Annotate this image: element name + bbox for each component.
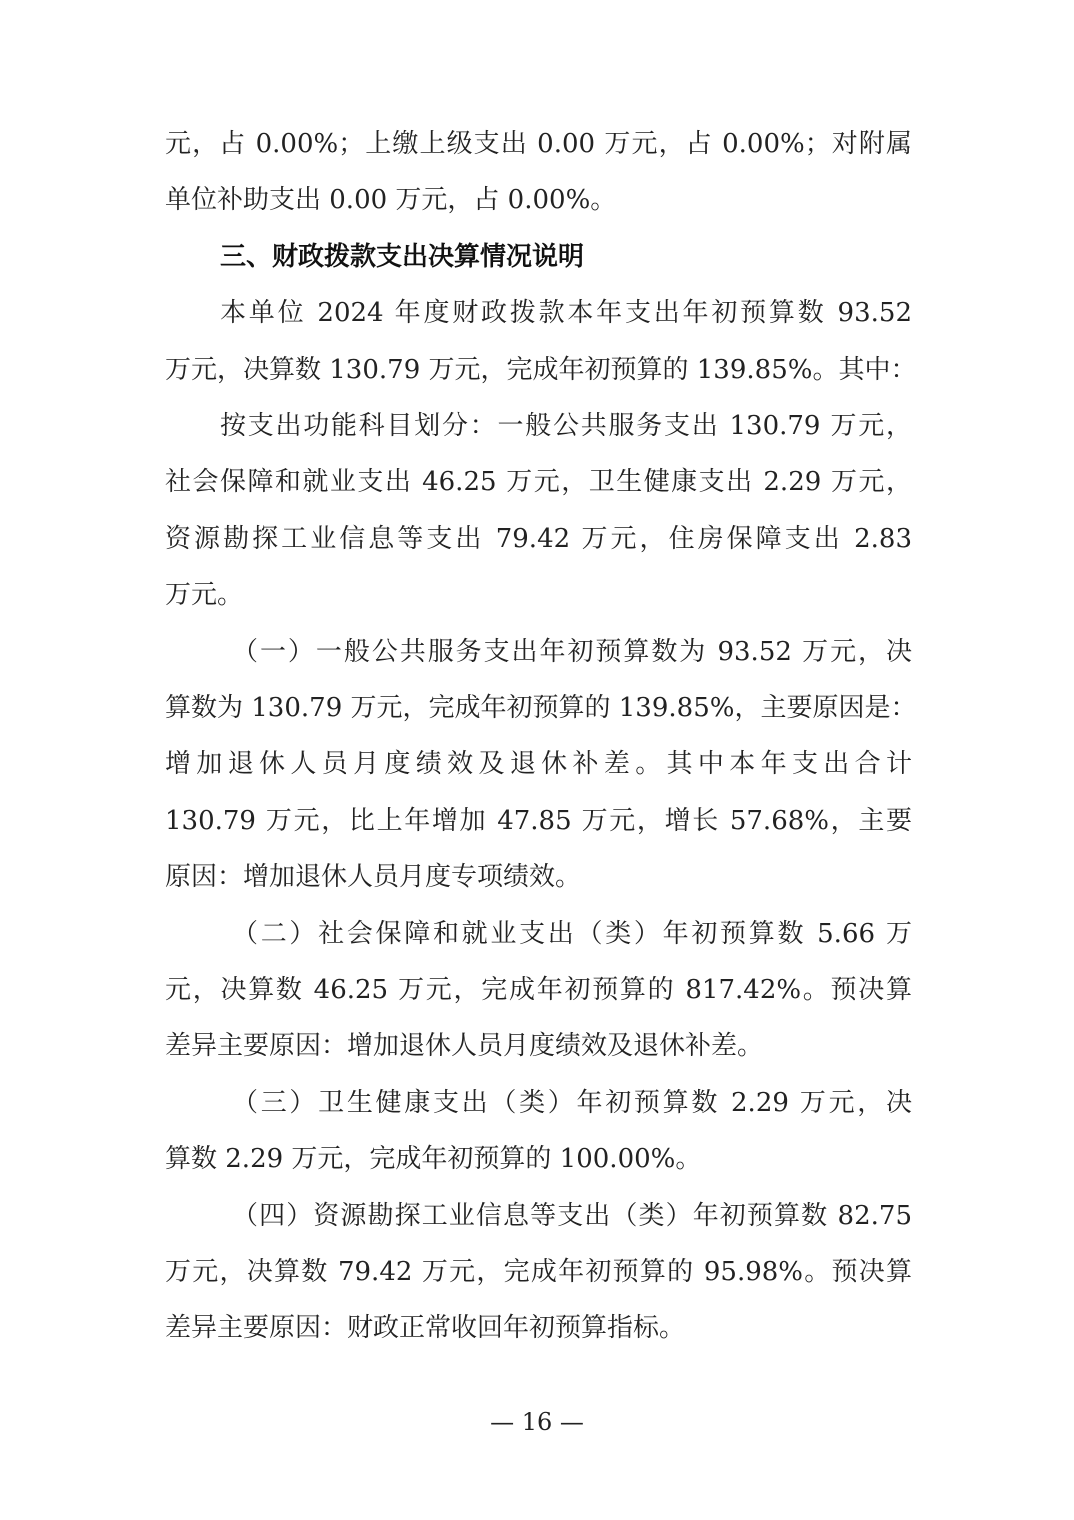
paragraph-line: 万元，决算数 130.79 万元，完成年初预算的 139.85%。其中： <box>165 354 917 385</box>
paragraph-line: （三）卫生健康支出（类）年初预算数 2.29 万元，决 <box>232 1087 912 1118</box>
paragraph-line: 万元，决算数 79.42 万元，完成年初预算的 95.98%。预决算 <box>165 1257 912 1287</box>
paragraph-line: 差异主要原因：增加退休人员月度绩效及退休补差。 <box>165 1031 764 1062</box>
paragraph-line: 130.79 万元，比上年增加 47.85 万元，增长 57.68%，主要 <box>165 805 912 836</box>
paragraph-line: 算数 2.29 万元，完成年初预算的 100.00%。 <box>165 1144 702 1175</box>
paragraph-line: （四）资源勘探工业信息等支出（类）年初预算数 82.75 <box>232 1200 912 1231</box>
paragraph-line: 差异主要原因：财政正常收回年初预算指标。 <box>165 1313 686 1344</box>
paragraph-line: 元，决算数 46.25 万元，完成年初预算的 817.42%。预决算 <box>165 975 912 1005</box>
paragraph-line: 算数为 130.79 万元，完成年初预算的 139.85%，主要原因是： <box>165 693 917 723</box>
paragraph-line: 社会保障和就业支出 46.25 万元，卫生健康支出 2.29 万元， <box>165 467 912 498</box>
paragraph-line: 资源勘探工业信息等支出 79.42 万元，住房保障支出 2.83 <box>165 523 912 554</box>
page-number: — 16 — <box>490 1408 584 1436</box>
paragraph-line: 万元。 <box>165 580 244 611</box>
section-heading: 三、财政拨款支出决算情况说明 <box>220 241 585 272</box>
paragraph-line: 原因：增加退休人员月度专项绩效。 <box>165 862 582 893</box>
paragraph-line: 增加退休人员月度绩效及退休补差。其中本年支出合计 <box>165 749 912 780</box>
paragraph-line: （二）社会保障和就业支出（类）年初预算数 5.66 万 <box>232 918 912 949</box>
paragraph-line: 本单位 2024 年度财政拨款本年支出年初预算数 93.52 <box>220 298 912 329</box>
paragraph-line: 单位补助支出 0.00 万元，占 0.00%。 <box>165 185 617 216</box>
paragraph-line: （一）一般公共服务支出年初预算数为 93.52 万元，决 <box>232 636 912 667</box>
paragraph-line: 按支出功能科目划分：一般公共服务支出 130.79 万元， <box>220 411 912 441</box>
paragraph-line: 元，占 0.00%；上缴上级支出 0.00 万元，占 0.00%；对附属 <box>165 129 912 159</box>
